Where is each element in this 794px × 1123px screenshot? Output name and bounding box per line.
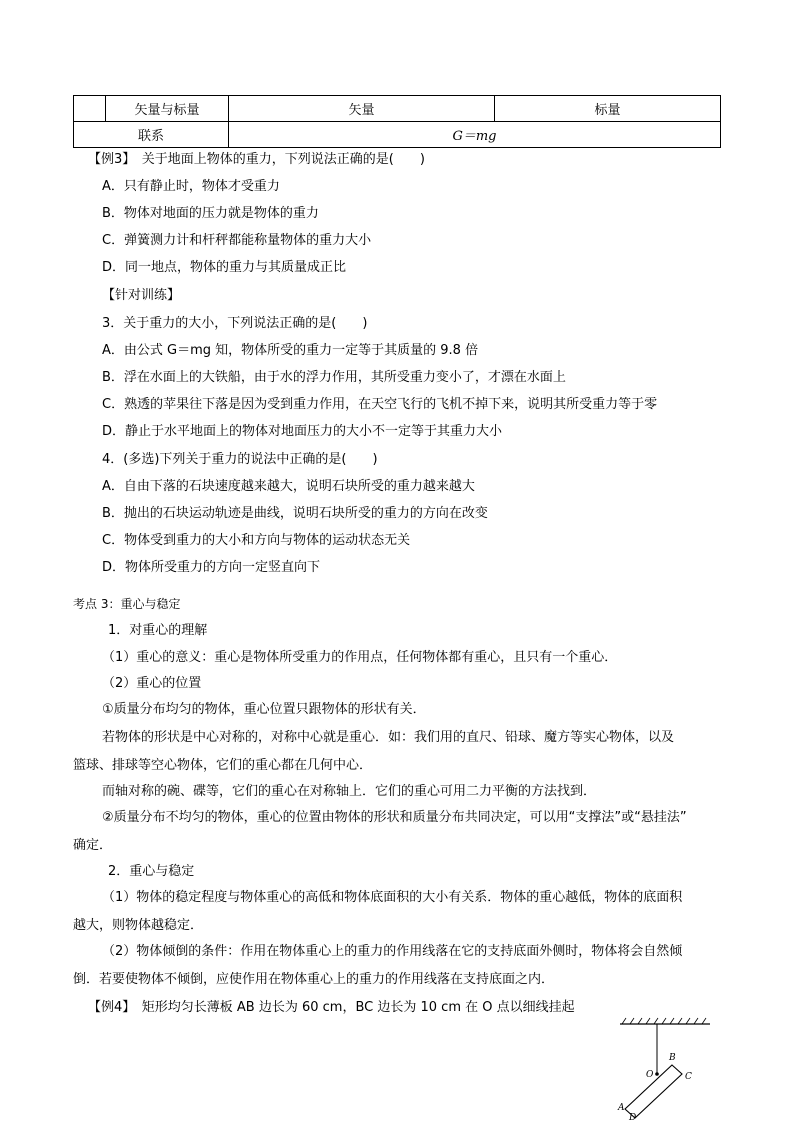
section2-title: 2．重心与稳定 <box>108 864 195 879</box>
section1-paragraph-6a: ②质量分布不均匀的物体，重心的位置由物体的形状和质量分布共同决定，可以用“支撑法”或“悬挂法” <box>102 810 687 825</box>
table-blank-cell <box>74 96 106 122</box>
section1-paragraph-3: ①质量分布均匀的物体，重心位置只跟物体的形状有关． <box>102 702 426 717</box>
section1-paragraph-6b: 确定． <box>73 838 113 853</box>
section1-paragraph-1: （1）重心的意义：重心是物体所受重力的作用点，任何物体都有重心，且只有一个重心． <box>102 650 618 665</box>
example3-option-d: D．同一地点，物体的重力与其质量成正比 <box>102 260 347 275</box>
rectangular-plate <box>625 1065 682 1118</box>
table-row <box>74 96 721 122</box>
example4-stem: 【例4】 矩形均匀长薄板 AB 边长为 60 cm，BC 边长为 10 cm 在 O 点以细线挂起 <box>88 1000 575 1015</box>
section1-paragraph-4a: 若物体的形状是中心对称的，对称中心就是重心．如：我们用的直尺、铅球、魔方等实心物体，以及 <box>102 730 675 745</box>
section2-paragraph-1b: 越大，则物体越稳定． <box>73 918 204 933</box>
training-title: 【针对训练】 <box>102 288 181 303</box>
q4-stem: 4．(多选)下列关于重力的说法中正确的是( ) <box>102 452 378 467</box>
vector-scalar-table <box>73 95 721 148</box>
hanging-plate-figure <box>606 1012 716 1120</box>
example3-option-c: C．弹簧测力计和杆秤都能称量物体的重力大小 <box>102 233 372 248</box>
q3-option-c: C．熟透的苹果往下落是因为受到重力作用，在天空飞行的飞机不掉下来，说明其所受重力等于零 <box>102 397 658 412</box>
q3-stem: 3．关于重力的大小，下列说法正确的是( ) <box>102 316 368 331</box>
section2-paragraph-2a: （2）物体倾倒的条件：作用在物体重心上的重力的作用线落在它的支持底面外侧时，物体将会自然倾 <box>102 944 683 959</box>
section1-paragraph-4b: 篮球、排球等空心物体，它们的重心都在几何中心． <box>73 758 373 773</box>
example3-option-a: A．只有静止时，物体才受重力 <box>102 179 280 194</box>
ceiling-hatching <box>622 1018 706 1024</box>
table-header-cell: 标量 <box>495 96 721 122</box>
q3-option-b: B．浮在水面上的大铁船，由于水的浮力作用，其所受重力变小了，才漂在水面上 <box>102 370 566 385</box>
section1-paragraph-5: 而轴对称的碗、碟等，它们的重心在对称轴上．它们的重心可用二力平衡的方法找到． <box>102 784 597 799</box>
q4-option-b: B．抛出的石块运动轨迹是曲线，说明石块所受的重力的方向在改变 <box>102 506 488 521</box>
point-o <box>655 1072 659 1076</box>
section1-paragraph-2: （2）重心的位置 <box>102 676 202 691</box>
table-relation-label: 联系 <box>74 122 229 148</box>
table-row <box>74 122 721 148</box>
q4-option-d: D．物体所受重力的方向一定竖直向下 <box>102 560 321 575</box>
section1-title: 1．对重心的理解 <box>108 623 208 638</box>
example3-stem: 【例3】 关于地面上物体的重力，下列说法正确的是( ) <box>88 152 425 167</box>
q4-option-c: C．物体受到重力的大小和方向与物体的运动状态无关 <box>102 533 411 548</box>
kaodian3-title: 考点 3：重心与稳定 <box>73 597 181 611</box>
label-o: O <box>646 1070 654 1080</box>
label-d: D <box>629 1113 637 1120</box>
table-header-cell: 矢量与标量 <box>106 96 229 122</box>
section2-paragraph-1a: （1）物体的稳定程度与物体重心的高低和物体底面积的大小有关系．物体的重心越低，物体的底面积 <box>102 890 683 905</box>
section2-paragraph-2b: 倒．若要使物体不倾倒，应使作用在物体重心上的重力的作用线落在支持底面之内． <box>73 972 555 987</box>
example3-option-b: B．物体对地面的压力就是物体的重力 <box>102 206 319 221</box>
q3-option-a: A．由公式 G＝mg 知，物体所受的重力一定等于其质量的 9.8 倍 <box>102 343 479 358</box>
label-c: C <box>685 1072 692 1082</box>
label-b: B <box>669 1053 676 1063</box>
q4-option-a: A．自由下落的石块速度越来越大，说明石块所受的重力越来越大 <box>102 479 475 494</box>
table-header-cell: 矢量 <box>229 96 495 122</box>
table-relation-formula: G＝mg <box>229 122 721 148</box>
q3-option-d: D．静止于水平地面上的物体对地面压力的大小不一定等于其重力大小 <box>102 424 503 439</box>
label-a: A <box>618 1103 625 1113</box>
